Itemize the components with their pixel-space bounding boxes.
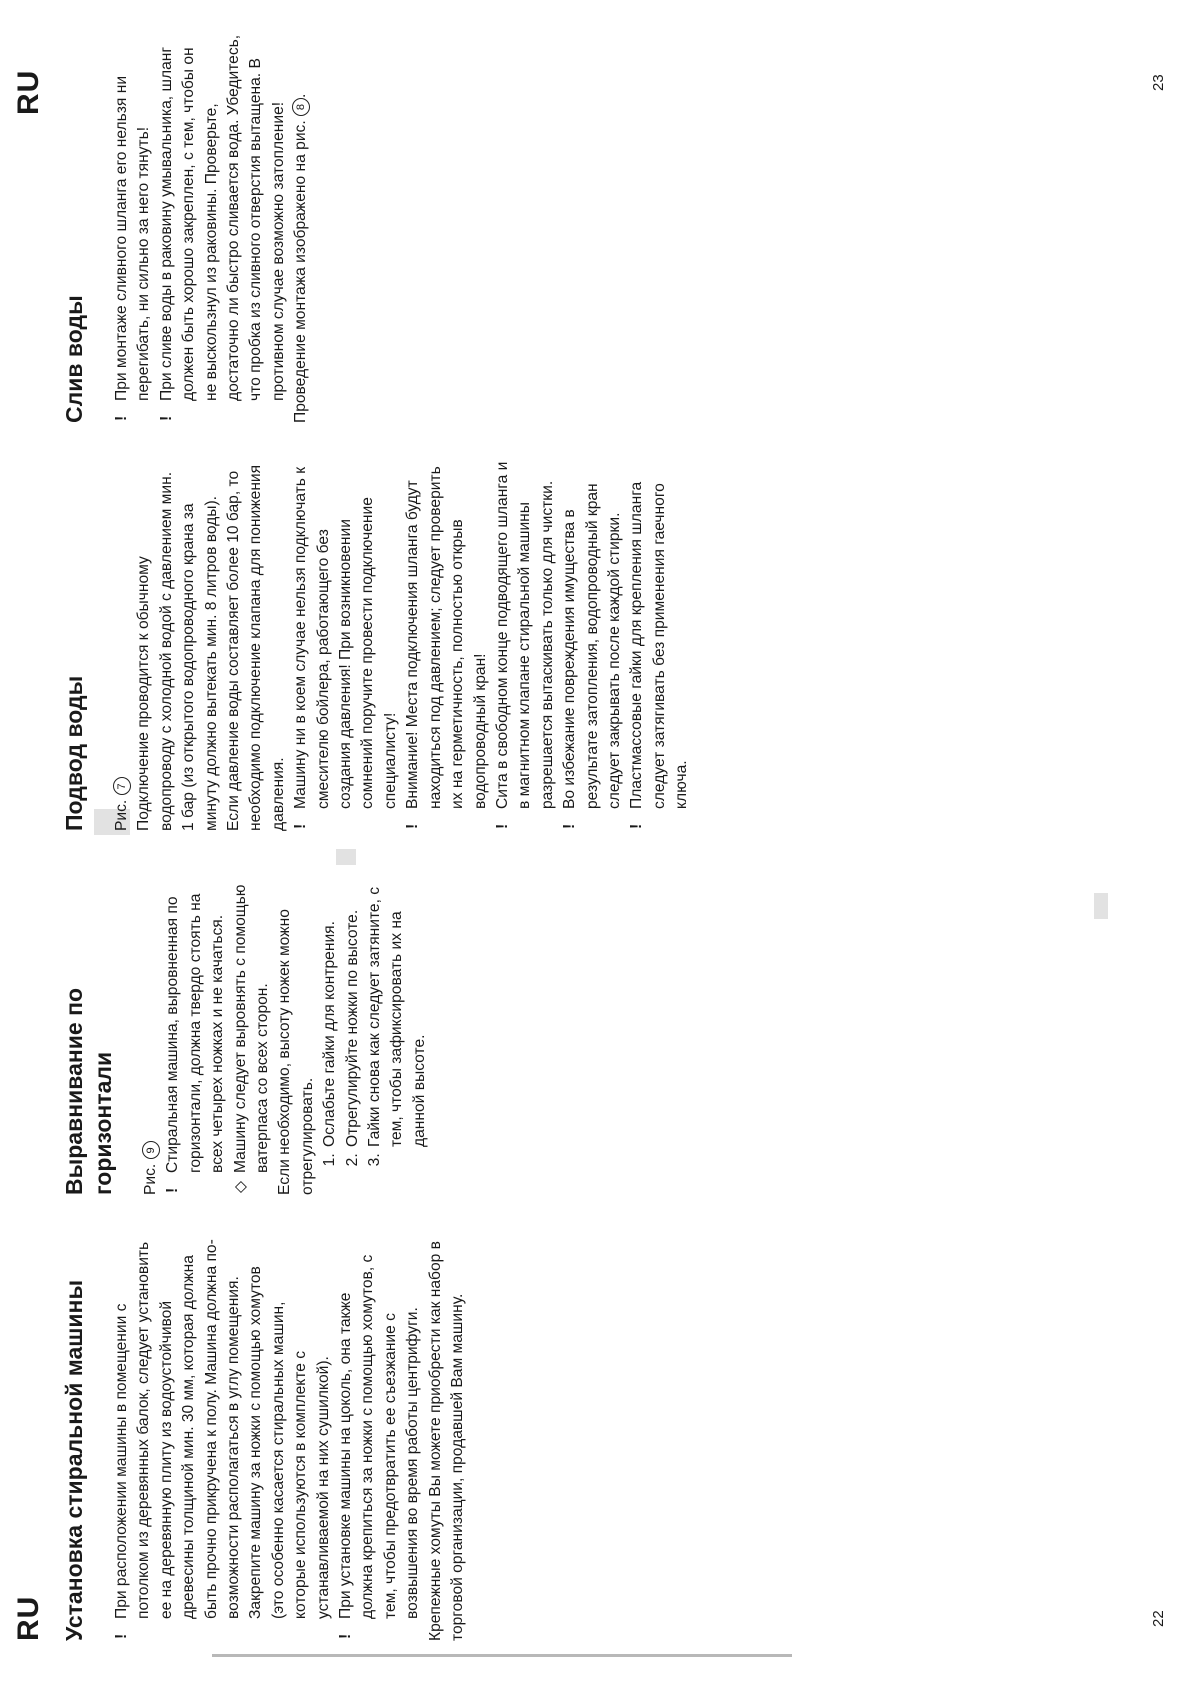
figure-number: 8 [292,98,310,116]
exclamation-mark: ! [113,415,130,421]
section-drain [60,33,313,423]
exclamation-mark: ! [337,1633,355,1639]
note-item [492,461,559,831]
closing-text: Проведение монтажа изображено на рис. [292,120,310,423]
exclamation-mark: ! [493,823,511,829]
note-item [335,1239,425,1641]
note-text: При установке машины на цоколь, она также должна крепиться за ножки с помощью хомутов, с тем, чтобы предотвратить ее съезжание с возвышения во время работы центрифуги. [337,1254,422,1619]
figure-number: 9 [142,1141,160,1159]
section-title: Выравнивание по горизонтали [61,987,116,1195]
notes-list [162,863,274,1195]
step-item: 1. Ослабьте гайки для контрения. [319,863,341,1149]
note-text: При монтаже сливного шланга его нельзя ни перегибать, ни сильно за него тянуть! [113,75,153,401]
section-water-supply [60,461,694,831]
page-number-right: 23 [1150,74,1167,91]
section-title: Установка стиральной машины [61,1279,87,1641]
note-text: Сита в свободном конце подводящего шланга и в магнитном клапане стиральной машины разрешается вытаскивать только для чистки. [493,461,556,809]
exclamation-mark: ! [292,823,310,829]
scan-edge-line [212,1654,792,1657]
figure-reference [140,863,162,1195]
note-item [290,461,402,831]
section-installation [60,1239,470,1641]
figure-label: Рис. [142,1163,159,1195]
note-text: Машину следует выровнять с помощью ватерпаса со всех сторон. [231,884,272,1173]
notes-list [290,461,693,831]
step-item: 3. Гайки снова как следует затяните, с тем, чтобы зафиксировать их на данной высоте. [364,863,431,1149]
language-code-left: RU [12,1595,45,1641]
section-leveling [60,863,431,1195]
note-text: Во избежание повреждения имущества в результате затопления, водопроводный кран следует закрывать после каждой стирки. [561,483,623,809]
note-text: Машину ни в коем случае нельзя подключать к смесителю бойлера, работающего без создания давления! При возникновении сомнений поручите провести подключение специалисту! [292,466,399,809]
language-code-right: RU [12,69,45,115]
diamond-icon: ◇ [231,1181,249,1193]
note-text: Внимание! Места подключения шланга будут находиться под давлением; следует проверить их на герметичность, полностью открыв водопроводный кран! [404,466,489,809]
note-item [402,461,492,831]
exclamation-mark: ! [113,1633,130,1639]
exclamation-mark: ! [561,823,579,829]
note-item [111,33,156,423]
scan-smudge [1094,893,1108,919]
exclamation-mark: ! [628,823,646,829]
note-item [156,33,290,423]
figure-number: 7 [113,777,131,795]
accessory-note: Крепежные хомуты Вы можете приобрести как набор в торговой организации, продавшей Вам машину. [426,1241,467,1641]
note-item [626,461,693,831]
intro-paragraph: Подключение проводится к обычному водопроводу с холодной водой с давлением мин. 1 бар (из открытого водопроводного крана за минуту должно вытекать мин. 8 литров воды). Если давление воды составляет более 10 бар, то необходимо подключение клапана для понижения давления. [135,464,287,831]
exclamation-mark: ! [157,415,175,421]
note-item [111,1239,335,1641]
notes-list [111,1239,425,1641]
note-text: Стиральная машина, выровненная по горизонтали, должна твердо стоять на всех четырех ножках и не качаться. [164,893,227,1173]
notes-list [111,33,290,423]
note-item [230,863,275,1195]
note-item [559,461,626,831]
figure-label: Рис. [113,799,130,831]
note-text: Пластмассовые гайки для крепления шланга следует затягивать без применения гаечного ключа. [628,481,691,809]
step-item: 2. Отрегулируйте ножки по высоте. [342,863,364,1149]
closing-paragraph: Проведение монтажа изображено на рис. 8. [292,93,310,423]
adjust-paragraph: Если необходимо, высоту ножек можно отрегулировать. [276,909,316,1195]
page-number-left: 22 [1150,1610,1167,1627]
exclamation-mark: ! [164,1187,182,1193]
note-text: При расположении машины в помещении с потолком из деревянных балок, следует установить ее на деревянную плиту из водоустойчивой древесины толщиной мин. 30 мм, которая должна быть прочно прикручена к полу. Машина должна по-возможности располагаться в углу помещения. Закрепите машину за ножки с помощью хомутов (это особенно касается стиральных машин, которые используются в комплекте с устанавливаемой на них сушилкой). [113,1239,332,1619]
steps-list [319,863,431,1195]
note-item [162,863,229,1195]
note-text: При сливе воды в раковину умывальника, шланг должен быть хорошо закреплен, с тем, чтобы он не выскользнул из раковины. Проверьте, достаточно ли быстро сливается вода. Убедитесь, что пробка из сливного отверстия вытащена. В противном случае возможно затопление! [157,34,287,401]
figure-reference [111,461,133,831]
exclamation-mark: ! [404,823,422,829]
section-title: Слив воды [61,295,87,423]
section-title: Подвод воды [61,675,87,831]
